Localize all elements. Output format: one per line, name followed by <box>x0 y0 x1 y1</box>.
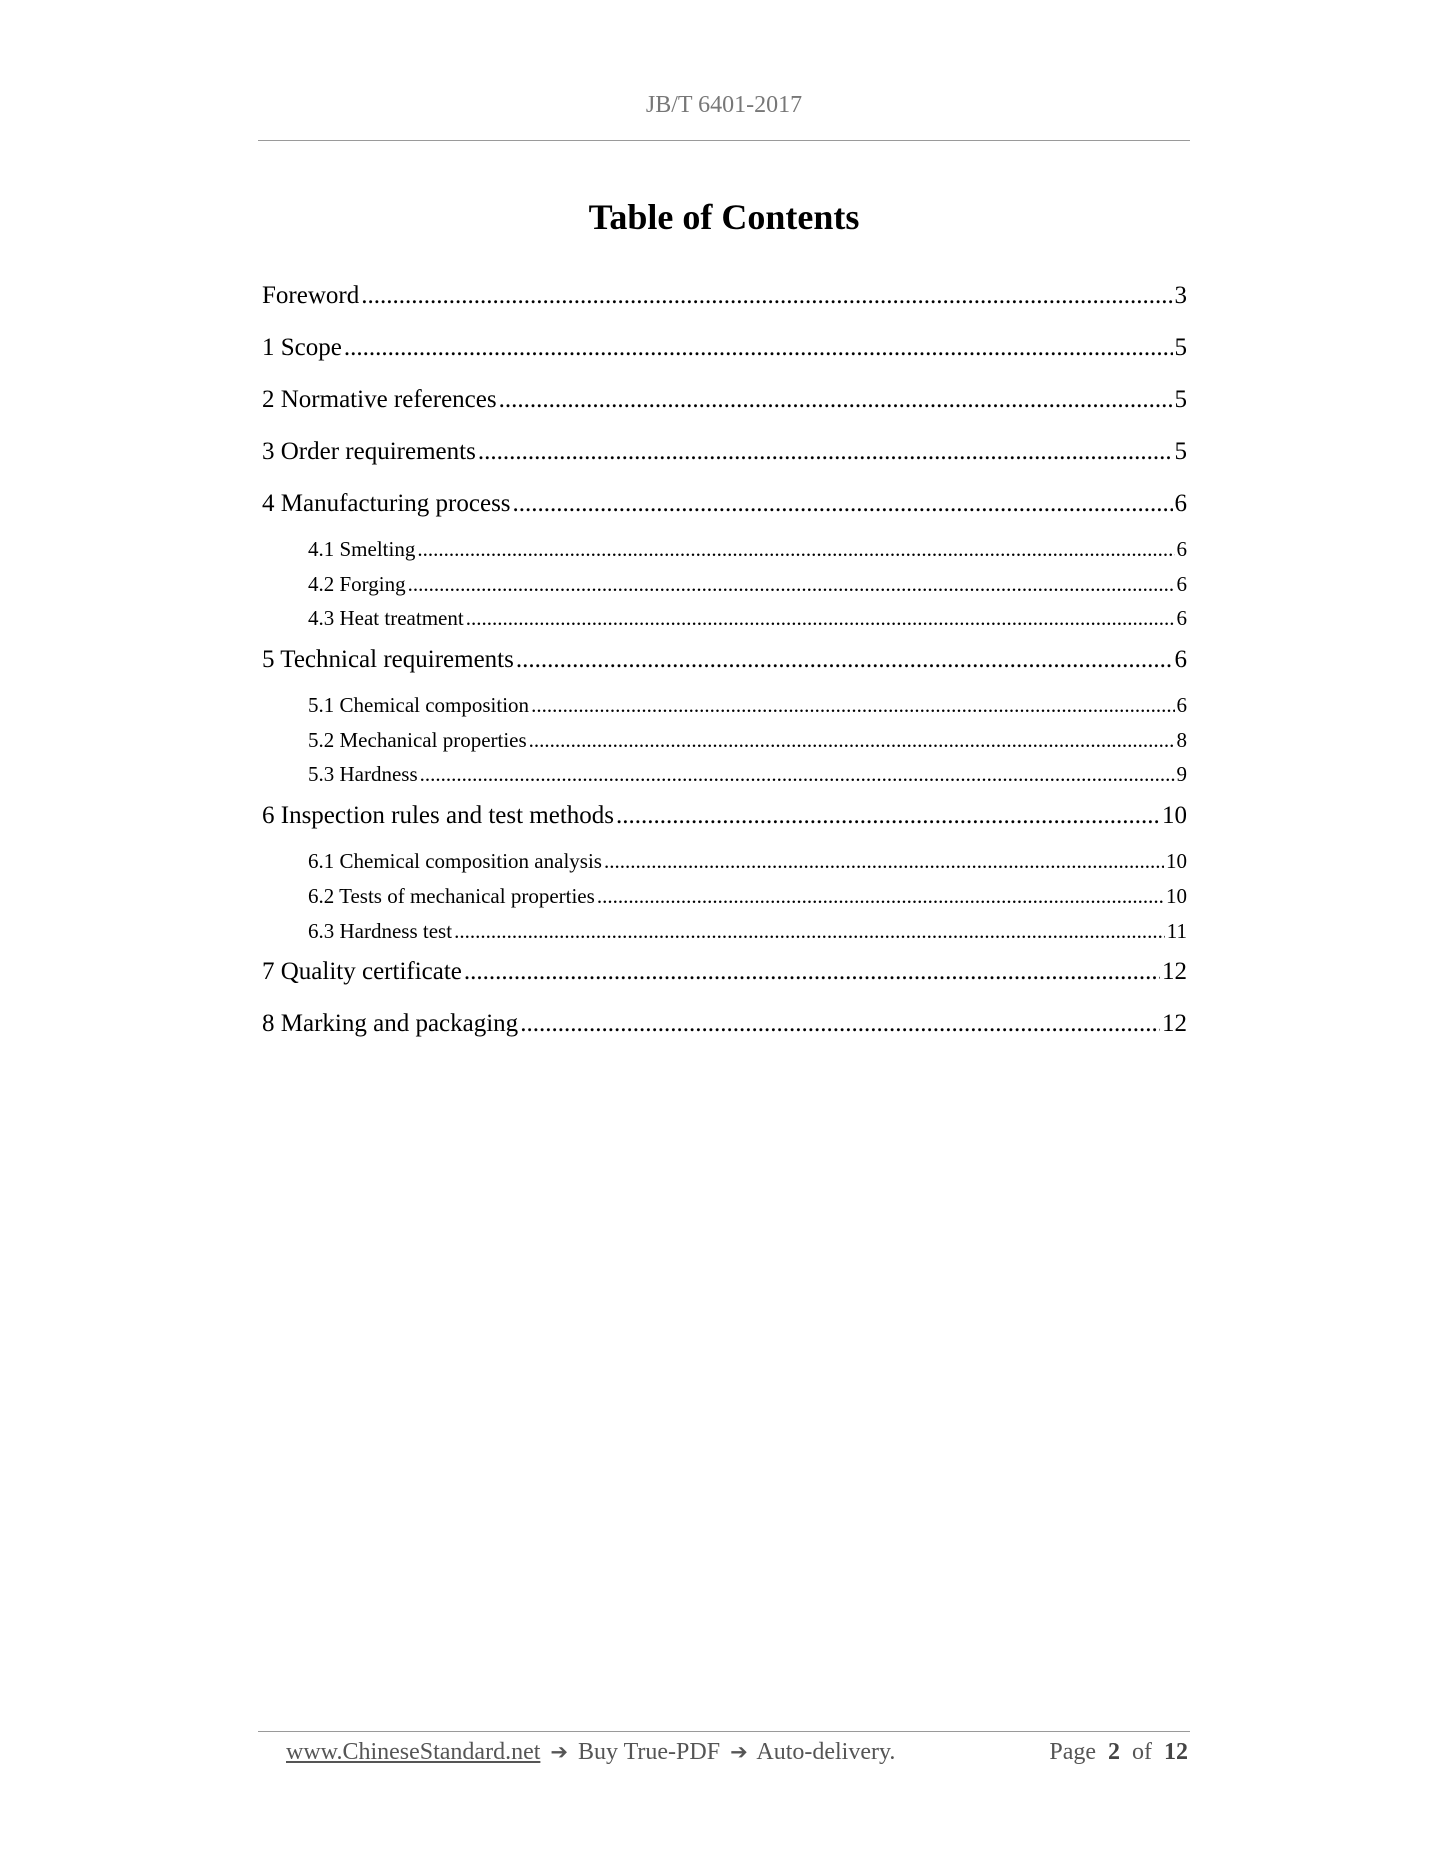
dot-leader <box>466 603 1175 633</box>
toc-entry-page: 3 <box>1174 282 1187 309</box>
dot-leader <box>616 794 1160 838</box>
toc-entry-label: 4.3 Heat treatment <box>308 606 464 631</box>
toc-entry-page: 6 <box>1176 537 1187 561</box>
page-total: 12 <box>1164 1739 1188 1765</box>
toc-entry-label: 6.2 Tests of mechanical properties <box>308 883 595 908</box>
footer-step-delivery: Auto-delivery. <box>756 1739 896 1765</box>
arrow-right-icon: ➔ <box>550 1740 568 1764</box>
toc-entry-page: 11 <box>1166 918 1187 943</box>
dot-leader <box>417 534 1174 564</box>
toc-subentry[interactable] <box>262 603 1187 638</box>
toc-entry-page: 12 <box>1162 1010 1187 1038</box>
dot-leader <box>531 690 1174 720</box>
toc-entry-page: 5 <box>1174 438 1187 465</box>
toc-entry-label: 5.1 Chemical composition <box>308 693 530 718</box>
toc-entry-page: 5 <box>1174 334 1187 361</box>
dot-leader <box>529 725 1175 755</box>
dot-leader <box>499 378 1173 422</box>
toc-entry-page: 6 <box>1174 646 1187 674</box>
page-header: JB/T 6401-2017 <box>645 92 803 118</box>
toc-entry-label: 5.2 Mechanical properties <box>308 727 527 752</box>
toc-entry-label: 6 Inspection rules and test methods <box>262 802 615 830</box>
dot-leader <box>408 569 1175 599</box>
toc-entry[interactable] <box>262 638 1187 690</box>
dot-leader <box>478 430 1173 474</box>
toc-entry[interactable] <box>262 430 1187 482</box>
toc-entry[interactable] <box>262 378 1187 430</box>
toc-subentry[interactable] <box>262 534 1187 569</box>
toc-entry-page: 6 <box>1174 490 1187 517</box>
dot-leader <box>597 881 1164 911</box>
toc-subentry[interactable] <box>262 725 1187 760</box>
page-current: 2 <box>1108 1739 1120 1765</box>
toc-entry-page: 6 <box>1176 606 1187 631</box>
toc-title: Table of Contents <box>588 197 860 237</box>
toc-entry[interactable] <box>262 794 1187 846</box>
toc-entry[interactable] <box>262 1002 1187 1054</box>
toc-entry-label: 5.3 Hardness <box>308 762 418 787</box>
site-link[interactable]: www.ChineseStandard.net <box>286 1739 541 1765</box>
toc-entry-page: 10 <box>1162 802 1187 830</box>
toc-subentry[interactable] <box>262 759 1187 794</box>
toc-entry-label: 6.1 Chemical composition analysis <box>308 849 602 874</box>
toc-entry-label: 4.1 Smelting <box>308 537 416 561</box>
footer-promo <box>286 1734 895 1770</box>
toc-subentry[interactable] <box>262 846 1187 881</box>
toc-subentry[interactable] <box>262 569 1187 604</box>
of-word: of <box>1132 1739 1152 1765</box>
dot-leader <box>344 326 1173 370</box>
dot-leader <box>604 846 1164 876</box>
toc-entry[interactable] <box>262 326 1187 378</box>
footer-step-buy: Buy True-PDF <box>578 1739 721 1765</box>
page-footer <box>286 1734 1190 1770</box>
footer-divider <box>258 1731 1190 1732</box>
dot-leader <box>361 274 1172 318</box>
dot-leader <box>513 482 1173 526</box>
toc-entry-page: 6 <box>1176 693 1187 718</box>
toc-entry[interactable] <box>262 274 1187 326</box>
toc-subentry[interactable] <box>262 690 1187 725</box>
toc-subentry[interactable] <box>262 881 1187 916</box>
toc-entry-label: 7 Quality certificate <box>262 958 462 986</box>
toc-entry-label: 6.3 Hardness test <box>308 918 453 943</box>
dot-leader <box>420 759 1175 789</box>
toc-entry-page: 5 <box>1174 386 1187 413</box>
arrow-right-icon: ➔ <box>730 1740 748 1764</box>
dot-leader <box>454 916 1165 946</box>
table-of-contents <box>262 274 1187 1054</box>
page-number <box>1049 1734 1188 1770</box>
toc-entry-page: 10 <box>1166 849 1187 874</box>
toc-entry-label: 5 Technical requirements <box>262 646 514 674</box>
toc-entry-label: 4 Manufacturing process <box>262 490 511 517</box>
toc-entry-page: 10 <box>1166 883 1187 908</box>
dot-leader <box>464 950 1160 994</box>
toc-entry-label: 8 Marking and packaging <box>262 1010 519 1038</box>
toc-entry-label: 2 Normative references <box>262 386 497 413</box>
toc-subentry[interactable] <box>262 916 1187 951</box>
toc-entry-page: 6 <box>1176 571 1187 596</box>
toc-entry-page: 12 <box>1162 958 1187 986</box>
page-word: Page <box>1049 1739 1096 1765</box>
toc-entry-label: Foreword <box>262 282 360 309</box>
toc-entry-label: 3 Order requirements <box>262 438 476 465</box>
dot-leader <box>520 1002 1160 1046</box>
toc-entry[interactable] <box>262 950 1187 1002</box>
toc-entry[interactable] <box>262 482 1187 534</box>
dot-leader <box>516 638 1173 682</box>
toc-entry-page: 9 <box>1176 762 1187 787</box>
toc-entry-label: 1 Scope <box>262 334 342 361</box>
toc-entry-label: 4.2 Forging <box>308 571 406 596</box>
toc-entry-page: 8 <box>1176 727 1187 752</box>
header-divider <box>258 140 1190 141</box>
